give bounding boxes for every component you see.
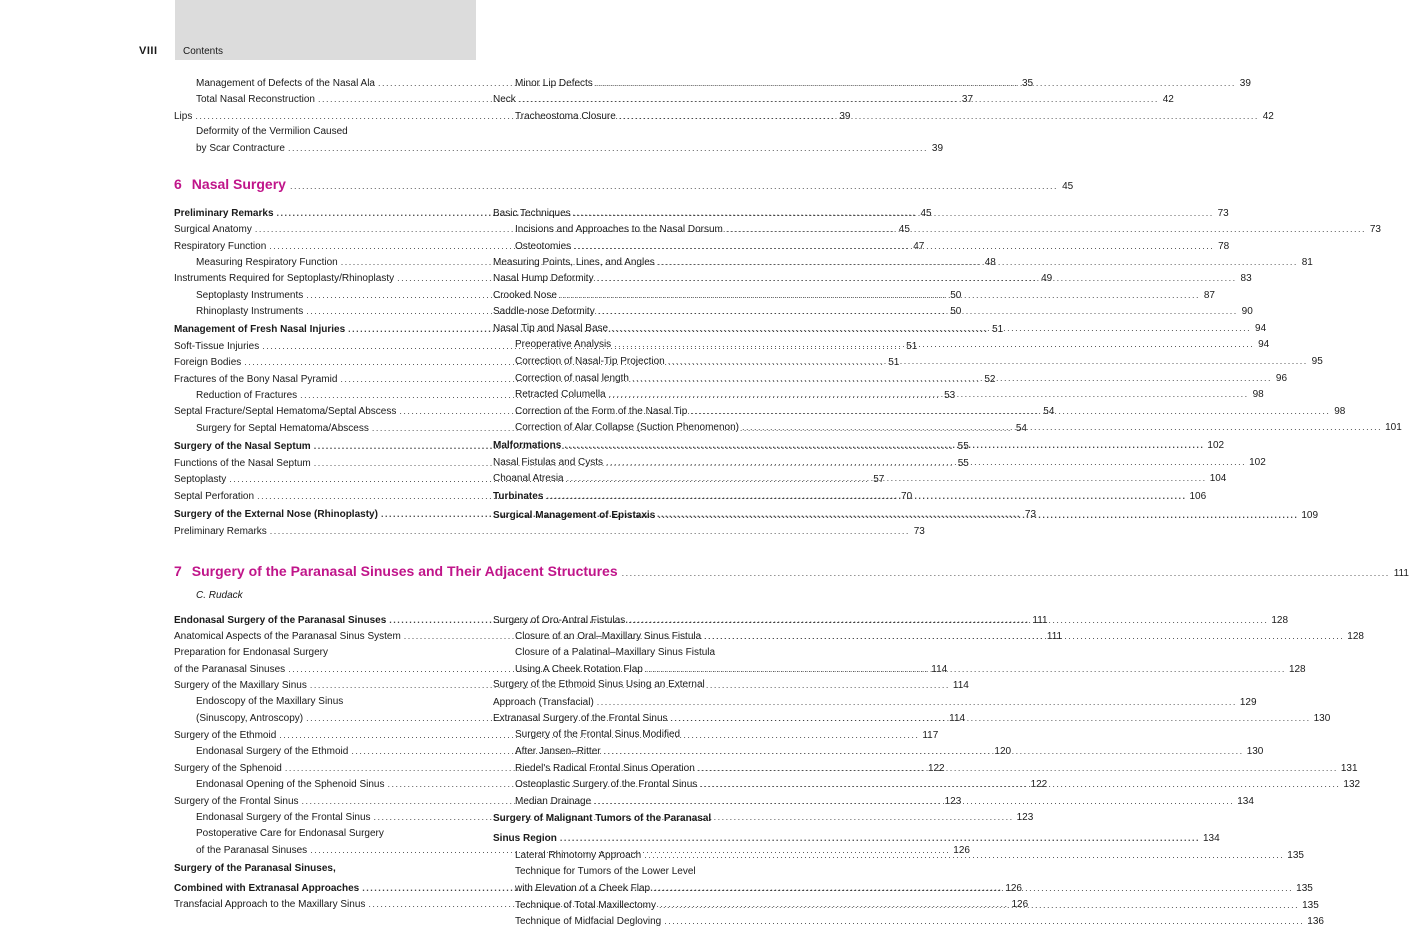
leader-dots xyxy=(616,109,1262,123)
toc-entry[interactable] xyxy=(174,646,476,660)
entry-page-number: 90 xyxy=(1241,306,1253,317)
leader-dots xyxy=(643,662,1289,676)
entry-page-number: 49 xyxy=(1041,273,1053,284)
entry-title: Riedel's Radical Frontal Sinus Operation xyxy=(515,763,695,774)
entry-page-number: 94 xyxy=(1258,339,1270,350)
leader-dots xyxy=(593,76,1239,90)
leader-dots xyxy=(701,629,1347,643)
entry-title: Correction of nasal length xyxy=(515,373,629,384)
entry-title: Retracted Columella xyxy=(515,389,606,400)
entry-page-number: 50 xyxy=(950,306,962,317)
entry-page-number: 95 xyxy=(1311,356,1323,367)
leader-dots xyxy=(561,438,1207,452)
entry-title: Surgery of the Sphenoid xyxy=(174,763,282,774)
entry-title: by Scar Contracture xyxy=(196,143,285,154)
entry-page-number: 73 xyxy=(1217,208,1229,219)
entry-title: Using A Cheek Rotation Flap xyxy=(515,664,643,675)
entry-page-number: 73 xyxy=(913,526,925,537)
entry-title: Lips xyxy=(174,111,193,122)
entry-page-number: 73 xyxy=(1024,509,1037,520)
toc-entry[interactable] xyxy=(196,125,476,139)
entry-page-number: 39 xyxy=(1239,78,1251,89)
leader-dots xyxy=(286,181,1062,191)
entry-title: Surgery for Septal Hematoma/Abscess xyxy=(196,423,369,434)
leader-dots xyxy=(665,354,1311,368)
entry-title: Reduction of Fractures xyxy=(196,390,298,401)
entry-page-number: 126 xyxy=(1005,883,1022,894)
entry-title: Preliminary Remarks xyxy=(174,526,267,537)
entry-title: Instruments Required for Septoplasty/Rhinoplasty xyxy=(174,273,395,284)
entry-page-number: 135 xyxy=(1296,883,1313,894)
entry-page-number: 130 xyxy=(1246,746,1264,757)
leader-dots xyxy=(697,777,1343,791)
leader-dots xyxy=(591,794,1237,808)
entry-page-number: 132 xyxy=(1343,779,1361,790)
entry-title: Soft-Tissue Injuries xyxy=(174,341,260,352)
entry-page-number: 98 xyxy=(1252,389,1264,400)
entry-page-number: 81 xyxy=(1301,257,1313,268)
entry-title: Technique of Midfacial Degloving xyxy=(515,916,662,927)
leader-dots xyxy=(650,881,1296,895)
leader-dots xyxy=(285,141,931,155)
entry-title: Total Nasal Reconstruction xyxy=(196,94,315,105)
entry-title: Surgical Management of Epistaxis xyxy=(493,510,656,521)
entry-title: of the Paranasal Sinuses xyxy=(174,664,286,675)
entry-title: Osteoplastic Surgery of the Frontal Sinus xyxy=(515,779,698,790)
entry-page-number: 101 xyxy=(1385,422,1402,433)
entry-title: Endonasal Surgery of the Paranasal Sinuses xyxy=(174,615,387,626)
leader-dots xyxy=(601,744,1247,758)
entry-title: Anatomical Aspects of the Paranasal Sinus System xyxy=(174,631,401,642)
entry-page-number: 37 xyxy=(961,94,974,105)
entry-page-number: 120 xyxy=(994,746,1012,757)
leader-dots xyxy=(655,255,1301,269)
entry-page-number: 117 xyxy=(922,730,939,741)
entry-page-number: 53 xyxy=(944,390,956,401)
entry-title: Deformity of the Vermilion Caused xyxy=(196,126,348,137)
entry-page-number: 128 xyxy=(1288,664,1306,675)
entry-title: Surgery of the External Nose (Rhinoplasty) xyxy=(174,509,378,520)
leader-dots xyxy=(656,898,1302,912)
leader-dots xyxy=(618,568,1394,578)
entry-page-number: 122 xyxy=(927,763,945,774)
entry-page-number: 42 xyxy=(1162,94,1174,105)
entry-title: Surgery of the Frontal Sinus Modified xyxy=(515,729,681,740)
chapter-title: Nasal Surgery xyxy=(191,176,286,192)
entry-title: Preparation for Endonasal Surgery xyxy=(174,647,328,658)
chapter-page: 111 xyxy=(1393,568,1409,579)
entry-title: Foreign Bodies xyxy=(174,357,242,368)
entry-title: Endoscopy of the Maxillary Sinus xyxy=(196,696,344,707)
entry-title: Lateral Rhinotomy Approach xyxy=(515,850,642,861)
toc-entry[interactable] xyxy=(493,678,795,692)
entry-title: Surgery of the Maxillary Sinus xyxy=(174,680,307,691)
toc-entry[interactable] xyxy=(174,524,925,538)
entry-page-number: 109 xyxy=(1301,510,1319,521)
leader-dots xyxy=(557,288,1203,302)
leader-dots xyxy=(625,613,1271,627)
entry-title: Rhinoplasty Instruments xyxy=(196,306,304,317)
entry-title: Surgery of the Frontal Sinus xyxy=(174,796,299,807)
entry-title: Septoplasty xyxy=(174,474,227,485)
entry-page-number: 134 xyxy=(1202,833,1220,844)
entry-page-number: 54 xyxy=(1015,423,1027,434)
entry-title: Measuring Respiratory Function xyxy=(196,257,338,268)
entry-title: Nasal Tip and Nasal Base xyxy=(493,323,609,334)
entry-page-number: 126 xyxy=(1011,899,1029,910)
leader-dots xyxy=(564,471,1210,485)
entry-page-number: 136 xyxy=(1307,916,1324,927)
entry-title: Respiratory Function xyxy=(174,241,267,252)
entry-title: Endonasal Surgery of the Frontal Sinus xyxy=(196,812,371,823)
entry-title: Postoperative Care for Endonasal Surgery xyxy=(196,828,384,839)
entry-title: Neck xyxy=(493,94,516,105)
entry-page-number: 128 xyxy=(1271,615,1289,626)
entry-page-number: 102 xyxy=(1207,440,1225,451)
leader-dots xyxy=(267,524,913,538)
entry-title: Correction of the Form of the Nasal Tip xyxy=(515,406,688,417)
entry-page-number: 129 xyxy=(1239,697,1257,708)
entry-page-number: 54 xyxy=(1043,406,1055,417)
entry-title: Correction of Alar Collapse (Suction Phenomenon) xyxy=(515,422,740,433)
entry-title: Nasal Fistulas and Cysts xyxy=(493,457,604,468)
entry-title: Crooked Nose xyxy=(493,290,557,301)
entry-page-number: 51 xyxy=(906,341,918,352)
entry-page-number: 50 xyxy=(950,290,962,301)
entry-page-number: 39 xyxy=(839,111,851,122)
entry-page-number: 98 xyxy=(1334,406,1346,417)
chapter-7-heading[interactable] xyxy=(174,563,1409,583)
leader-dots xyxy=(641,848,1287,862)
toc-entry[interactable] xyxy=(515,914,1324,928)
entry-title: Choanal Atresia xyxy=(493,473,564,484)
entry-page-number: 57 xyxy=(873,474,885,485)
entry-title: Approach (Transfacial) xyxy=(493,697,594,708)
entry-page-number: 135 xyxy=(1302,900,1319,911)
running-header: Contents xyxy=(183,46,224,57)
entry-title: Surgery of Malignant Tumors of the Paranasal xyxy=(493,813,712,824)
entry-title: Endonasal Opening of the Sphenoid Sinus xyxy=(196,779,385,790)
toc-entry[interactable] xyxy=(493,831,1220,845)
entry-title: Management of Fresh Nasal Injuries xyxy=(174,324,346,335)
entry-page-number: 123 xyxy=(1016,812,1034,823)
entry-title: Transfacial Approach to the Maxillary Sinus xyxy=(174,899,366,910)
entry-page-number: 134 xyxy=(1237,796,1254,807)
entry-page-number: 130 xyxy=(1313,713,1331,724)
leader-dots xyxy=(629,371,1275,385)
leader-dots xyxy=(655,508,1301,522)
toc-entry[interactable] xyxy=(515,865,795,879)
entry-page-number: 114 xyxy=(952,680,969,691)
entry-page-number: 94 xyxy=(1255,323,1267,334)
entry-page-number: 52 xyxy=(984,374,996,385)
entry-page-number: 42 xyxy=(1262,111,1274,122)
entry-title: Preoperative Analysis xyxy=(515,339,612,350)
entry-title: Endonasal Surgery of the Ethmoid xyxy=(196,746,349,757)
entry-page-number: 114 xyxy=(931,664,948,675)
toc-entry[interactable] xyxy=(493,695,1257,709)
entry-page-number: 87 xyxy=(1203,290,1215,301)
leader-dots xyxy=(608,321,1254,335)
entry-title: Technique for Tumors of the Lower Level xyxy=(515,866,696,877)
leader-dots xyxy=(668,711,1314,725)
leader-dots xyxy=(603,455,1249,469)
entry-title: Surgical Anatomy xyxy=(174,224,252,235)
entry-page-number: 128 xyxy=(1347,631,1364,642)
entry-title: with Elevation of a Cheek Flap xyxy=(515,883,651,894)
toc-entry[interactable] xyxy=(493,812,795,826)
entry-page-number: 102 xyxy=(1249,457,1266,468)
chapter-number: 7 xyxy=(174,563,182,579)
entry-page-number: 70 xyxy=(901,491,913,502)
entry-page-number: 48 xyxy=(984,257,996,268)
entry-title: After Jansen–Ritter xyxy=(515,746,601,757)
entry-title: of the Paranasal Sinuses xyxy=(196,845,308,856)
entry-page-number: 51 xyxy=(992,324,1004,335)
entry-page-number: 55 xyxy=(957,441,969,452)
entry-page-number: 111 xyxy=(1032,615,1048,626)
toc-entry[interactable] xyxy=(196,141,944,155)
chapter-author: C. Rudack xyxy=(196,590,243,601)
entry-title: Basic Techniques xyxy=(493,208,571,219)
entry-title: Fractures of the Bony Nasal Pyramid xyxy=(174,374,338,385)
leader-dots xyxy=(687,404,1333,418)
toc-entry[interactable] xyxy=(515,646,795,660)
leader-dots xyxy=(516,92,1162,106)
entry-page-number: 135 xyxy=(1287,850,1304,861)
entry-page-number: 35 xyxy=(1021,78,1034,89)
entry-title: Saddle-nose Deformity xyxy=(493,306,595,317)
toc-entry[interactable] xyxy=(196,827,476,841)
leader-dots xyxy=(595,304,1241,318)
entry-title: Osteotomies xyxy=(515,241,572,252)
entry-title: Septal Perforation xyxy=(174,491,255,502)
entry-page-number: 126 xyxy=(953,845,970,856)
entry-page-number: 111 xyxy=(1046,631,1063,642)
entry-title: Nasal Hump Deformity xyxy=(493,273,594,284)
entry-title: Management of Defects of the Nasal Ala xyxy=(196,78,375,89)
chapter-6-heading[interactable] xyxy=(174,176,1074,196)
entry-page-number: 39 xyxy=(931,143,944,154)
entry-title: Measuring Points, Lines, and Angles xyxy=(493,257,655,268)
chapter-title: Surgery of the Paranasal Sinuses and Their Adjacent Structures xyxy=(191,563,618,579)
entry-title: Closure of an Oral–Maxillary Sinus Fistula xyxy=(515,631,702,642)
entry-page-number: 45 xyxy=(898,224,910,235)
leader-dots xyxy=(557,831,1203,845)
entry-page-number: 55 xyxy=(957,458,969,469)
leader-dots xyxy=(606,387,1252,401)
entry-title: Functions of the Nasal Septum xyxy=(174,458,311,469)
leader-dots xyxy=(594,695,1240,709)
entry-page-number: 47 xyxy=(913,241,925,252)
entry-title: Surgery of the Ethmoid xyxy=(174,730,277,741)
leader-dots xyxy=(611,337,1257,351)
leader-dots xyxy=(571,206,1217,220)
entry-title: Surgery of the Nasal Septum xyxy=(174,441,311,452)
chapter-page: 45 xyxy=(1062,181,1074,192)
entry-title: Preliminary Remarks xyxy=(174,208,274,219)
entry-title: Technique of Total Maxillectomy xyxy=(515,900,656,911)
entry-title: Malformations xyxy=(493,440,562,451)
entry-title: Surgery of the Paranasal Sinuses, xyxy=(174,863,336,874)
leader-dots xyxy=(723,222,1369,236)
entry-page-number: 123 xyxy=(944,796,962,807)
entry-title: Tracheostoma Closure xyxy=(515,111,616,122)
entry-page-number: 96 xyxy=(1275,373,1288,384)
toc-entry[interactable] xyxy=(196,695,476,709)
chapter-number: 6 xyxy=(174,176,182,192)
entry-title: Closure of a Palatinal–Maxillary Sinus Fistula xyxy=(515,647,716,658)
leader-dots xyxy=(661,914,1307,928)
entry-title: Median Drainage xyxy=(515,796,592,807)
leader-dots xyxy=(571,239,1217,253)
toc-entry[interactable] xyxy=(174,862,476,876)
leader-dots xyxy=(543,489,1189,503)
entry-title: Extranasal Surgery of the Frontal Sinus xyxy=(493,713,668,724)
entry-title: Septoplasty Instruments xyxy=(196,290,304,301)
entry-page-number: 51 xyxy=(888,357,900,368)
entry-title: Incisions and Approaches to the Nasal Dorsum xyxy=(515,224,723,235)
entry-title: Surgery of the Ethmoid Sinus Using an External xyxy=(493,679,705,690)
entry-page-number: 45 xyxy=(920,208,932,219)
page-number: VIII xyxy=(139,45,158,57)
toc-entry[interactable] xyxy=(515,728,795,742)
entry-title: Sinus Region xyxy=(493,833,557,844)
entry-title: (Sinuscopy, Antroscopy) xyxy=(196,713,304,724)
leader-dots xyxy=(739,420,1385,434)
entry-page-number: 114 xyxy=(949,713,966,724)
leader-dots xyxy=(695,761,1341,775)
entry-title: Combined with Extranasal Approaches xyxy=(174,883,360,894)
entry-page-number: 106 xyxy=(1189,491,1207,502)
entry-page-number: 104 xyxy=(1209,473,1227,484)
entry-title: Correction of Nasal-Tip Projection xyxy=(515,356,665,367)
entry-title: Surgery of Oro-Antral Fistulas xyxy=(493,615,626,626)
entry-page-number: 83 xyxy=(1240,273,1252,284)
entry-title: Minor Lip Defects xyxy=(515,78,593,89)
entry-page-number: 78 xyxy=(1218,241,1230,252)
entry-title: Septal Fracture/Septal Hematoma/Septal Abscess xyxy=(174,406,397,417)
entry-page-number: 73 xyxy=(1369,224,1381,235)
entry-title: Turbinates xyxy=(493,491,544,502)
leader-dots xyxy=(594,271,1240,285)
entry-page-number: 122 xyxy=(1030,779,1048,790)
entry-page-number: 131 xyxy=(1340,763,1358,774)
